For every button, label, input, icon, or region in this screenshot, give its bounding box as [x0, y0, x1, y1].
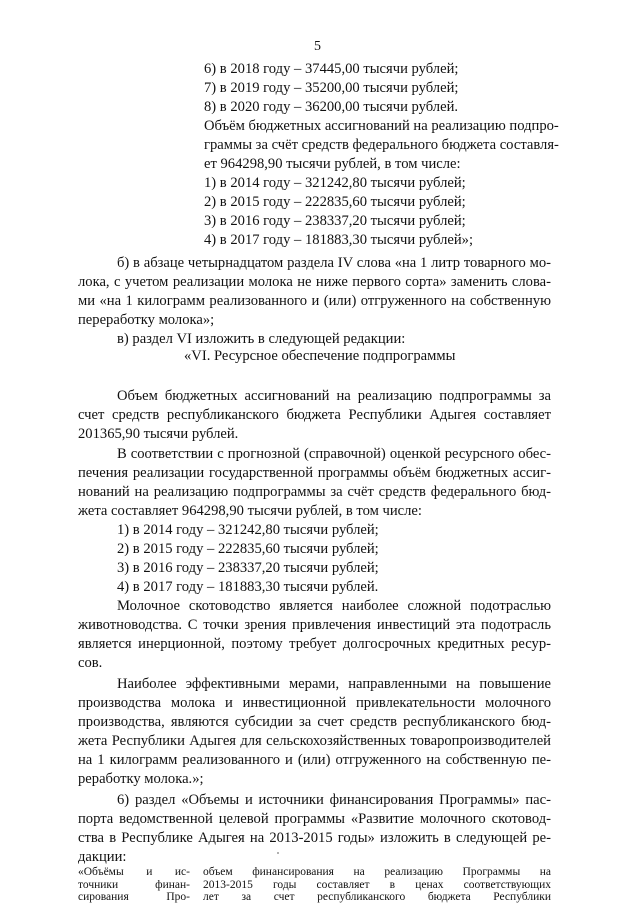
year-line-2016: 3) в 2016 году – 238337,20 тысячи рублей; [204, 213, 466, 229]
year-line-2019: 7) в 2019 году – 35200,00 тысячи рублей; [204, 80, 459, 96]
passport-left-line: «Объёмы и ис- [78, 866, 190, 878]
dairy-line-2: животноводства. С точки зрения привлечения инвестиций эта подотрасль [78, 617, 551, 633]
federal-budget-line-3: ет 964298,90 тысячи рублей, в том числе: [204, 156, 461, 172]
para-b-line-3: ми «на 1 килограмм реализованного и (или) отгруженного на собственную [78, 293, 551, 309]
para-b-line-2: лока, с учетом реализации молока не ниже первого сорта» заменить слова- [78, 274, 551, 290]
para-b-line-1: б) в абзаце четырнадцатом раздела IV слова «на 1 литр товарного мо- [117, 255, 551, 271]
forecast-line-2: печения реализации государственной программы объём бюджетных ассиг- [78, 465, 551, 481]
federal-budget-line-2: граммы за счёт средств федерального бюджета составля- [204, 137, 559, 153]
measures-line-2: производства молока и инвестиционной привлекательности молочного [78, 695, 551, 711]
measures-line-4: жета Республики Адыгея для сельскохозяйственных товаропроизводителей [78, 733, 551, 749]
list-2016: 3) в 2016 году – 238337,20 тысячи рублей; [117, 560, 379, 576]
list-2014: 1) в 2014 году – 321242,80 тысячи рублей; [117, 522, 379, 538]
para-b-line-4: переработку молока»; [78, 312, 215, 328]
passport-right-line: объем финансирования на реализацию Программы на [203, 866, 551, 878]
budget-line-2: счет средств республиканского бюджета Республики Адыгея составляет [78, 407, 551, 423]
dairy-line-3: является инерционной, поэтому требует долгосрочных кредитных ресур- [78, 636, 551, 652]
year-line-2014: 1) в 2014 году – 321242,80 тысячи рублей; [204, 175, 466, 191]
measures-line-5: на 1 килограмм реализованного и (или) отгруженного на собственную пе- [78, 752, 551, 768]
para-v: в) раздел VI изложить в следующей редакции: [117, 331, 406, 347]
budget-line-3: 201365,90 тысячи рублей. [78, 426, 239, 442]
list-2015: 2) в 2015 году – 222835,60 тысячи рублей; [117, 541, 379, 557]
federal-budget-line-1: Объём бюджетных ассигнований на реализацию подпро- [204, 118, 559, 134]
page-number: 5 [314, 39, 321, 54]
year-line-2017: 4) в 2017 году – 181883,30 тысячи рублей»; [204, 232, 474, 248]
year-line-2015: 2) в 2015 году – 222835,60 тысячи рублей; [204, 194, 466, 210]
para6-line-4: дакции: [78, 849, 127, 865]
passport-table-right-cell [203, 866, 551, 904]
para6-line-1: 6) раздел «Объемы и источники финансирования Программы» пас- [117, 792, 551, 808]
passport-left-line: точники финан- [78, 878, 190, 891]
passport-right-line: лет за счет республиканского бюджета Республики [203, 891, 551, 903]
passport-left-line: сирования Про- [78, 891, 190, 903]
dairy-line-4: сов. [78, 655, 103, 671]
measures-line-1: Наиболее эффективными мерами, направленными на повышение [117, 676, 551, 692]
measures-line-3: производства, являются субсидии за счет средств республиканского бюд- [78, 714, 551, 730]
year-line-2020: 8) в 2020 году – 36200,00 тысячи рублей. [204, 99, 459, 115]
section-heading: «VI. Ресурсное обеспечение подпрограммы [184, 348, 456, 364]
passport-right-line: 2013-2015 годы составляет в ценах соответствующих [203, 878, 551, 891]
forecast-line-1: В соответствии с прогнозной (справочной) оценкой ресурсного обес- [117, 446, 551, 462]
measures-line-6: реработку молока.»; [78, 771, 204, 787]
year-line-2018: 6) в 2018 году – 37445,00 тысячи рублей; [204, 61, 459, 77]
passport-table-left-cell [78, 866, 190, 904]
forecast-line-4: жета составляет 964298,90 тысячи рублей, в том числе: [78, 503, 422, 519]
para6-line-3: ства в Республике Адыгея на 2013-2015 годы» изложить в следующей ре- [78, 830, 551, 846]
para6-line-2: порта ведомственной целевой программы «Развитие молочного скотовод- [78, 811, 551, 827]
budget-line-1: Объем бюджетных ассигнований на реализацию подпрограммы за [117, 388, 551, 404]
dairy-line-1: Молочное скотоводство является наиболее сложной подотраслью [117, 598, 551, 614]
list-2017: 4) в 2017 году – 181883,30 тысячи рублей. [117, 579, 379, 595]
scan-speck [277, 852, 279, 854]
forecast-line-3: нований на реализацию подпрограммы за счёт средств федерального бюд- [78, 484, 551, 500]
